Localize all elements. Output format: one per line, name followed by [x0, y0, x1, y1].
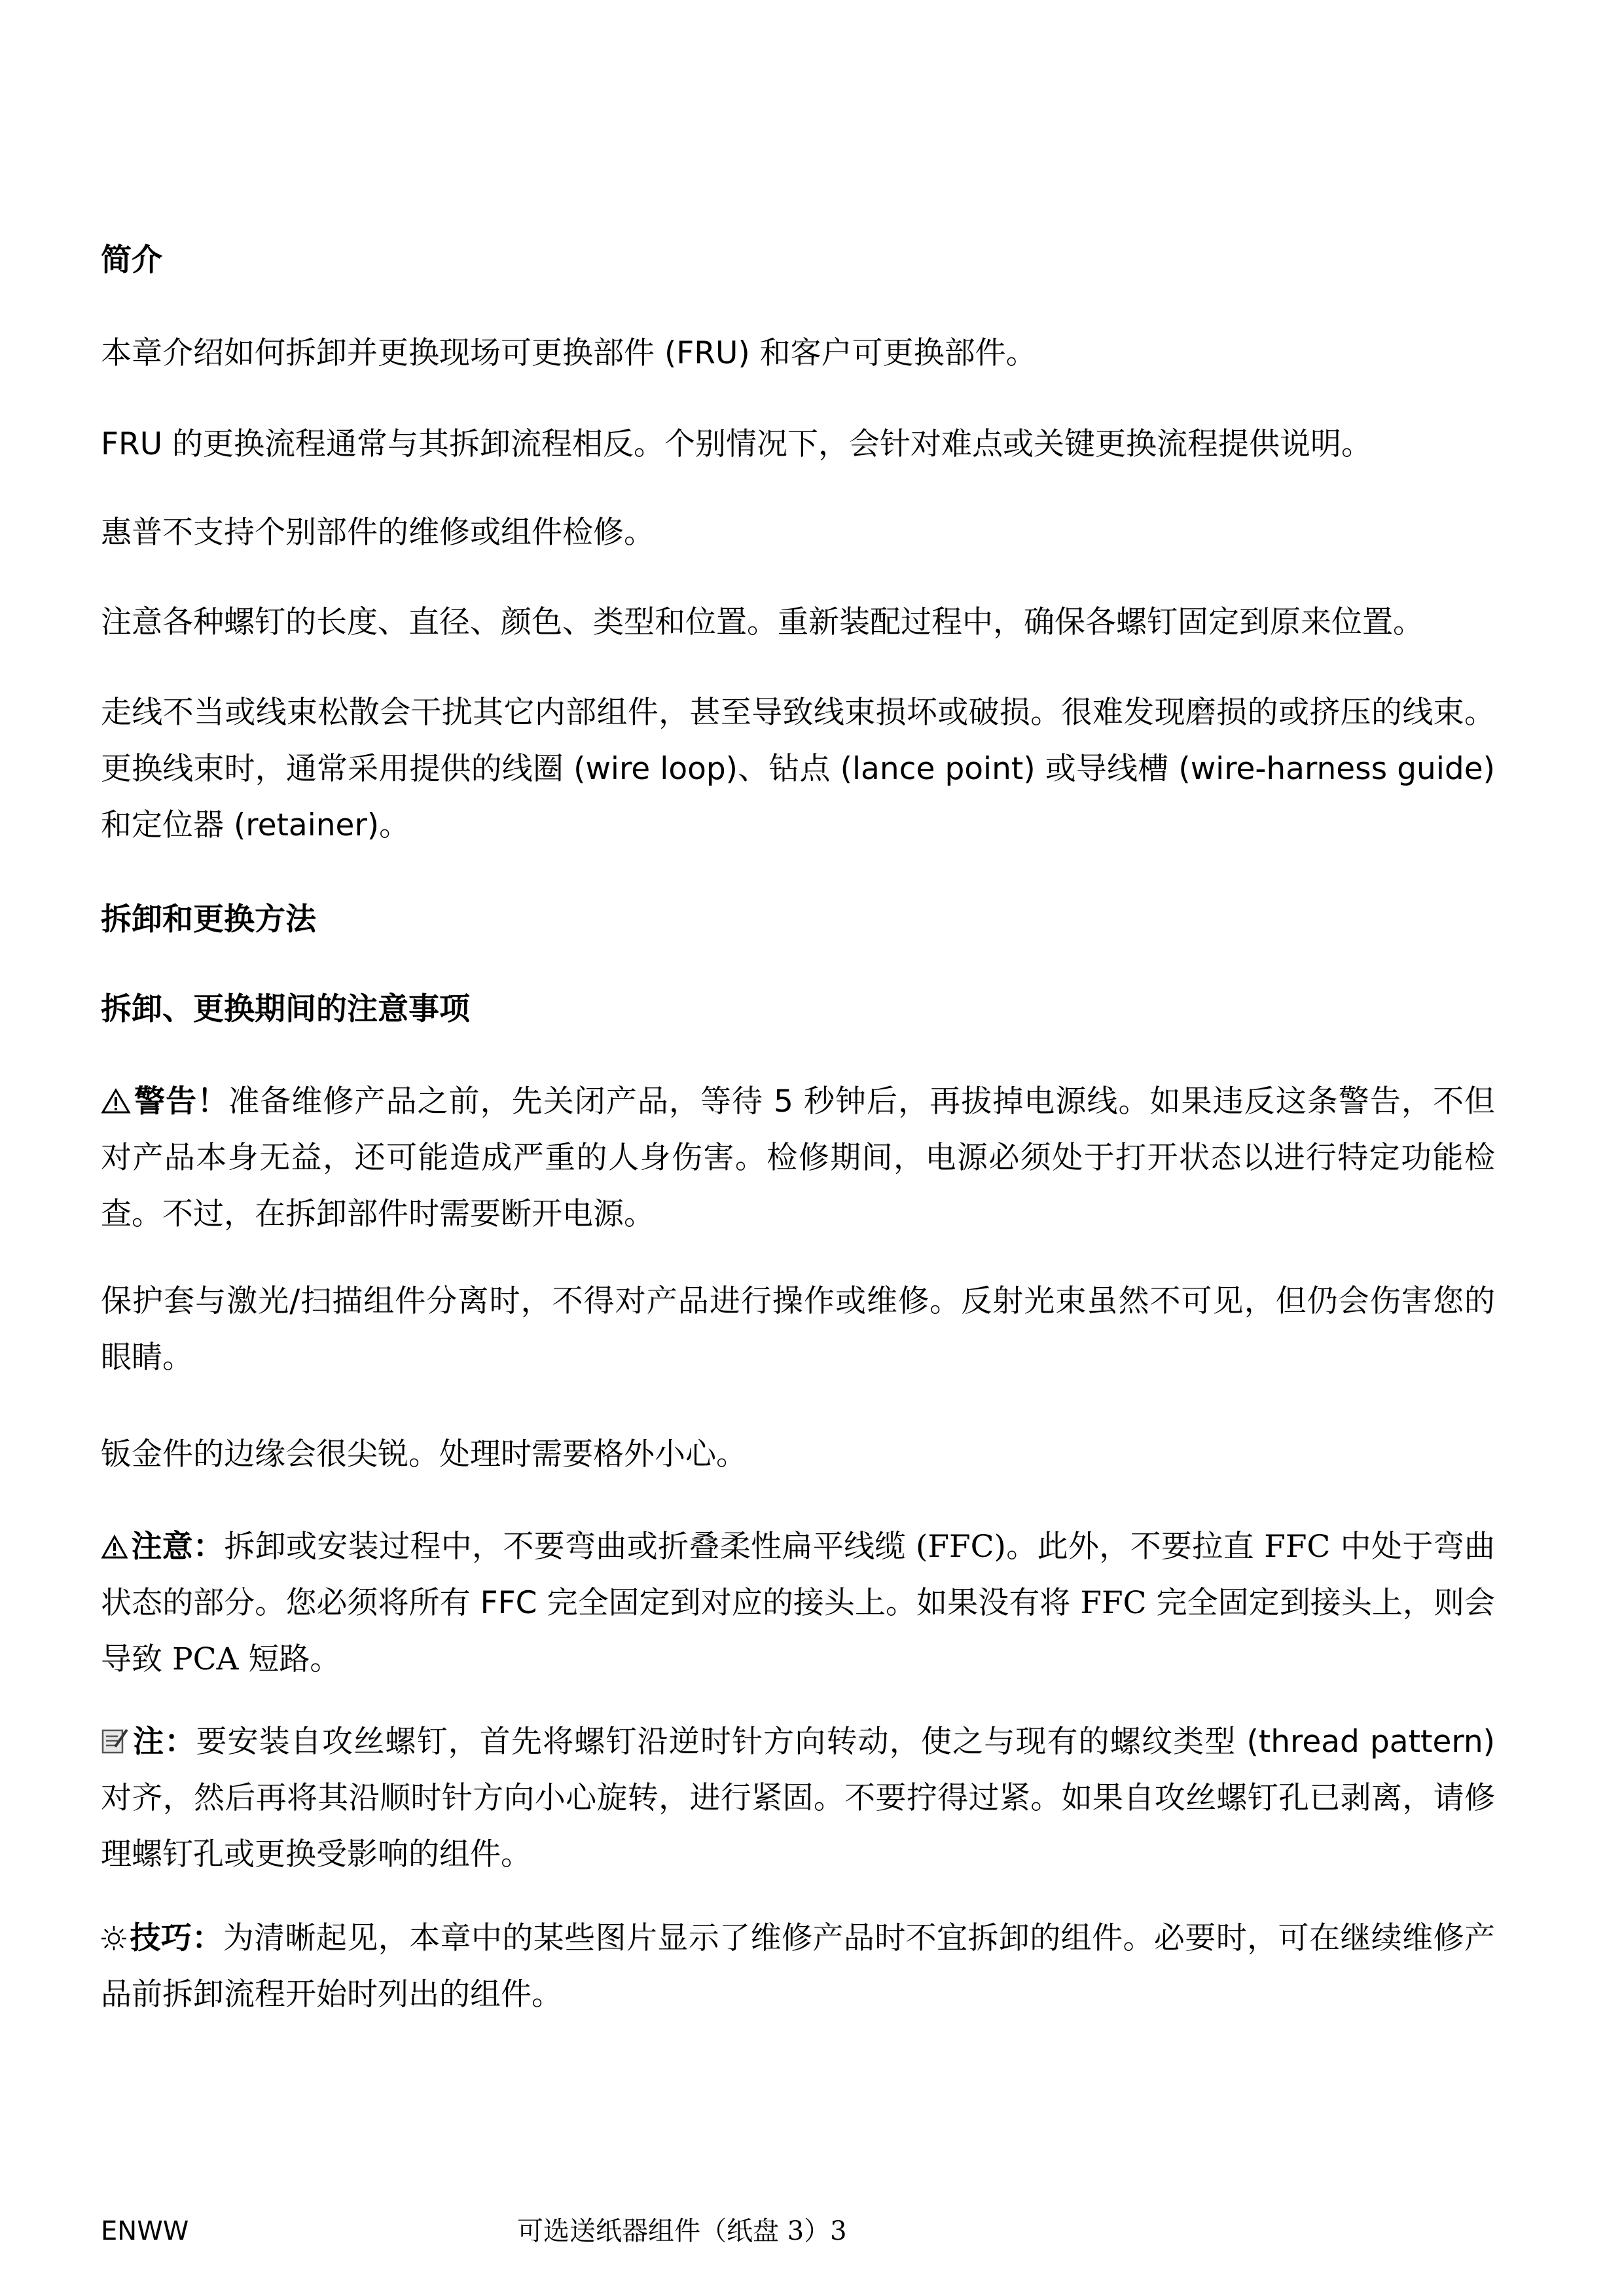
caution-block: [101, 1519, 1495, 1688]
intro-paragraph-5: 走线不当或线束松散会干扰其它内部组件，甚至导致线束损坏或破损。很难发现磨损的或挤压的线束。更换线束时，通常采用提供的线圈 (wire loop)、钻点 (lance point) 或导线槽 (wire-harness guide) 和定位器 (retainer)。: [101, 695, 1495, 843]
warning-label: 警告！: [134, 1084, 229, 1120]
tip-sun-icon: [101, 1925, 127, 1951]
heading-intro: 简介: [101, 242, 162, 278]
tip-text: 为清晰起见，本章中的某些图片显示了维修产品时不宜拆卸的组件。必要时，可在继续维修产品前拆卸流程开始时列出的组件。: [101, 1920, 1496, 2013]
caution-label: 注意：: [131, 1529, 225, 1565]
intro-paragraph-3: 惠普不支持个别部件的维修或组件检修。: [101, 515, 655, 551]
warning-text: 准备维修产品之前，先关闭产品，等待 5 秒钟后，再拔掉电源线。如果违反这条警告，不但对产品本身无益，还可能造成严重的人身伤害。检修期间，电源必须处于打开状态以进行特定功能检查。不过，在拆卸部件时需要断开电源。: [101, 1084, 1496, 1232]
tip-label: 技巧：: [130, 1920, 223, 1956]
heading-methods: 拆卸和更换方法: [101, 902, 316, 938]
caution-triangle-icon: [101, 1535, 128, 1559]
caution-text-a: 拆卸或安装过程中，不要弯曲或折叠柔性扁平线缆 (FFC)。此外，不要拉直 FFC 中处于弯曲状态的部分。: [101, 1529, 1496, 1621]
footer-section-title: 可选送纸器组件（纸盘 3）3: [517, 2216, 847, 2246]
note-label: 注：: [132, 1724, 196, 1760]
warning-triangle-icon: [101, 1088, 131, 1114]
heading-precautions: 拆卸、更换期间的注意事项: [101, 991, 470, 1027]
intro-paragraph-4: 注意各种螺钉的长度、直径、颜色、类型和位置。重新装配过程中，确保各螺钉固定到原来位置。: [101, 604, 1424, 640]
note-block: [101, 1714, 1495, 1883]
caution-text-c: 如果没有将 FFC 完全固定到接头上，则会导致 PCA 短路。: [101, 1585, 1496, 1677]
warning-block: [101, 1074, 1495, 1243]
note-pad-icon: [101, 1727, 130, 1755]
laser-paragraph: 保护套与激光/扫描组件分离时，不得对产品进行操作或维修。反射光束虽然不可见，但仍会伤害您的眼睛。: [101, 1283, 1495, 1376]
note-text: 要安装自攻丝螺钉，首先将螺钉沿逆时针方向转动，使之与现有的螺纹类型 (thread pattern) 对齐，然后再将其沿顺时针方向小心旋转，进行紧固。不要拧得过紧。如果自攻丝螺钉孔已剥离，请修理螺钉孔或更换受影响的组件。: [101, 1724, 1495, 1872]
sheet-metal-paragraph: 钣金件的边缘会很尖锐。处理时需要格外小心。: [101, 1436, 747, 1472]
intro-paragraph-1: 本章介绍如何拆卸并更换现场可更换部件 (FRU) 和客户可更换部件。: [101, 335, 1037, 371]
intro-paragraph-2: FRU 的更换流程通常与其拆卸流程相反。个别情况下，会针对难点或关键更换流程提供说明。: [101, 426, 1373, 462]
footer-locale-code: ENWW: [101, 2216, 189, 2246]
caution-text-b: 您必须将所有 FFC 完全固定到对应的接头上。: [285, 1585, 917, 1621]
tip-block: [101, 1910, 1495, 2023]
manual-page: [101, 0, 1495, 2296]
